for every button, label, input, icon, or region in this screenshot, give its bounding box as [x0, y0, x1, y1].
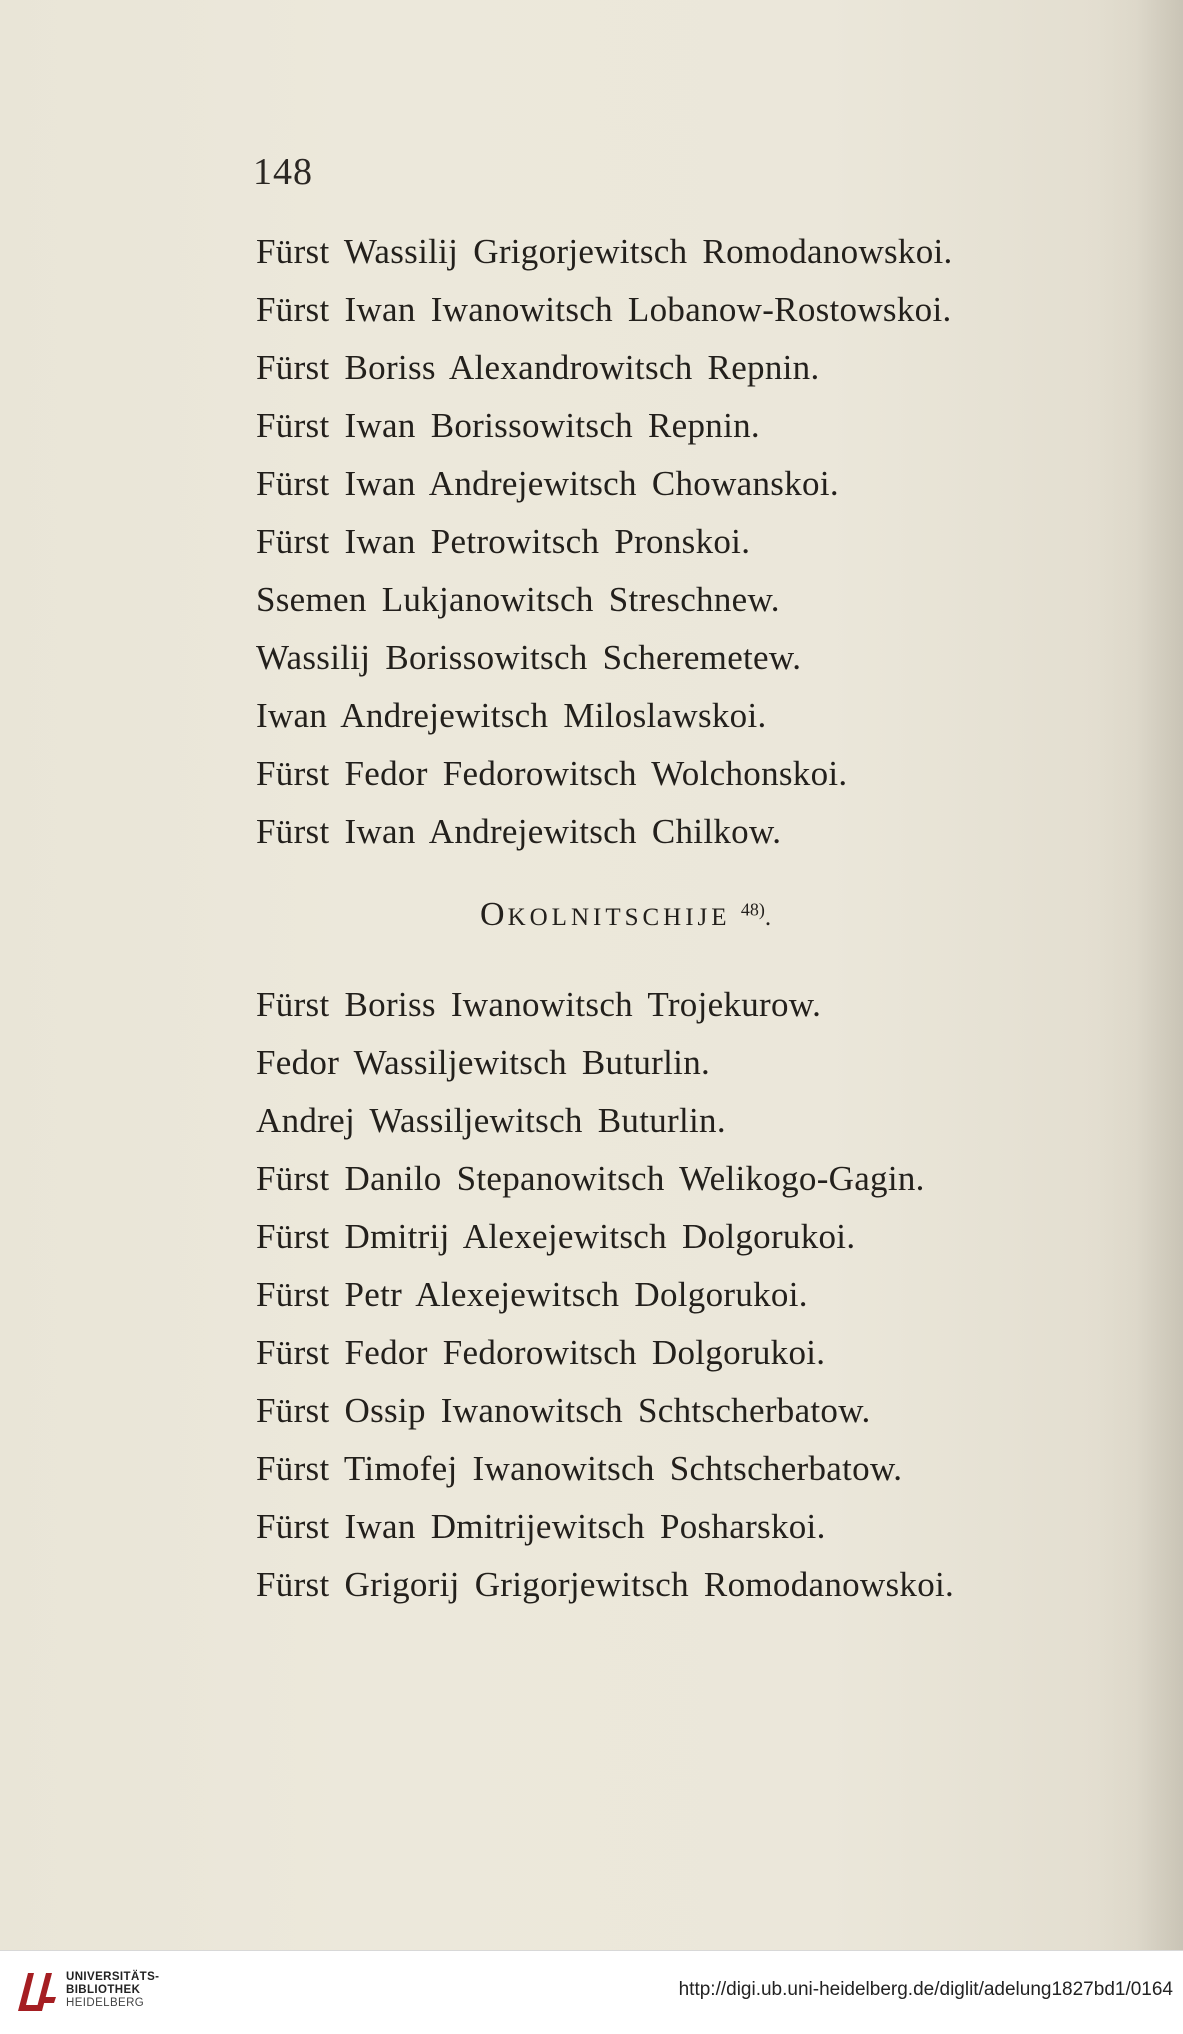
- heading-text: KOLNITSCHIJE: [507, 904, 731, 931]
- library-name-line2: BIBLIOTHEK: [66, 1984, 141, 1996]
- library-logo-icon[interactable]: [14, 1967, 60, 2017]
- text-line: Fürst Boriss Alexandrowitsch Repnin.: [256, 348, 820, 387]
- permalink-url[interactable]: http://digi.ub.uni-heidelberg.de/diglit/adelung1827bd1/0164: [678, 1979, 1173, 2000]
- text-line: Fürst Grigorij Grigorjewitsch Romodanowskoi.: [256, 1565, 955, 1604]
- text-line: Fedor Wassiljewitsch Buturlin.: [256, 1043, 711, 1082]
- text-line: Fürst Wassilij Grigorjewitsch Romodanowskoi.: [256, 232, 953, 271]
- text-line: Fürst Iwan Andrejewitsch Chilkow.: [256, 812, 782, 851]
- text-line: Fürst Boriss Iwanowitsch Trojekurow.: [256, 985, 822, 1024]
- text-line: Fürst Timofej Iwanowitsch Schtscherbatow.: [256, 1449, 903, 1488]
- text-line: Fürst Iwan Borissowitsch Repnin.: [256, 406, 760, 445]
- text-line: Fürst Iwan Iwanowitsch Lobanow-Rostowskoi.: [256, 290, 952, 329]
- text-line: Ssemen Lukjanowitsch Streschnew.: [256, 580, 780, 619]
- text-line: Fürst Petr Alexejewitsch Dolgorukoi.: [256, 1275, 808, 1314]
- text-line: Andrej Wassiljewitsch Buturlin.: [256, 1101, 726, 1140]
- page-edge-shadow: [1093, 0, 1183, 1950]
- library-name[interactable]: [66, 1971, 159, 2010]
- text-line: Fürst Fedor Fedorowitsch Wolchonskoi.: [256, 754, 848, 793]
- library-name-line3: HEIDELBERG: [66, 1997, 145, 2009]
- text-line: Fürst Danilo Stepanowitsch Welikogo-Gagin.: [256, 1159, 925, 1198]
- section-heading: [480, 896, 775, 934]
- text-line: Fürst Iwan Petrowitsch Pronskoi.: [256, 522, 751, 561]
- heading-initial: O: [480, 896, 508, 933]
- page-number: 148: [253, 151, 313, 193]
- text-line: Fürst Fedor Fedorowitsch Dolgorukoi.: [256, 1333, 826, 1372]
- text-line: Fürst Iwan Dmitrijewitsch Posharskoi.: [256, 1507, 826, 1546]
- text-line: Fürst Dmitrij Alexejewitsch Dolgorukoi.: [256, 1217, 856, 1256]
- viewer-footer: [0, 1950, 1183, 2034]
- library-name-line1: UNIVERSITÄTS-: [66, 1971, 160, 1983]
- heading-period: .: [764, 904, 776, 931]
- text-line: Wassilij Borissowitsch Scheremetew.: [256, 638, 802, 677]
- text-line: Fürst Ossip Iwanowitsch Schtscherbatow.: [256, 1391, 871, 1430]
- text-line: Fürst Iwan Andrejewitsch Chowanskoi.: [256, 464, 839, 503]
- footnote-marker: 48): [740, 899, 765, 920]
- text-line: Iwan Andrejewitsch Miloslawskoi.: [256, 696, 767, 735]
